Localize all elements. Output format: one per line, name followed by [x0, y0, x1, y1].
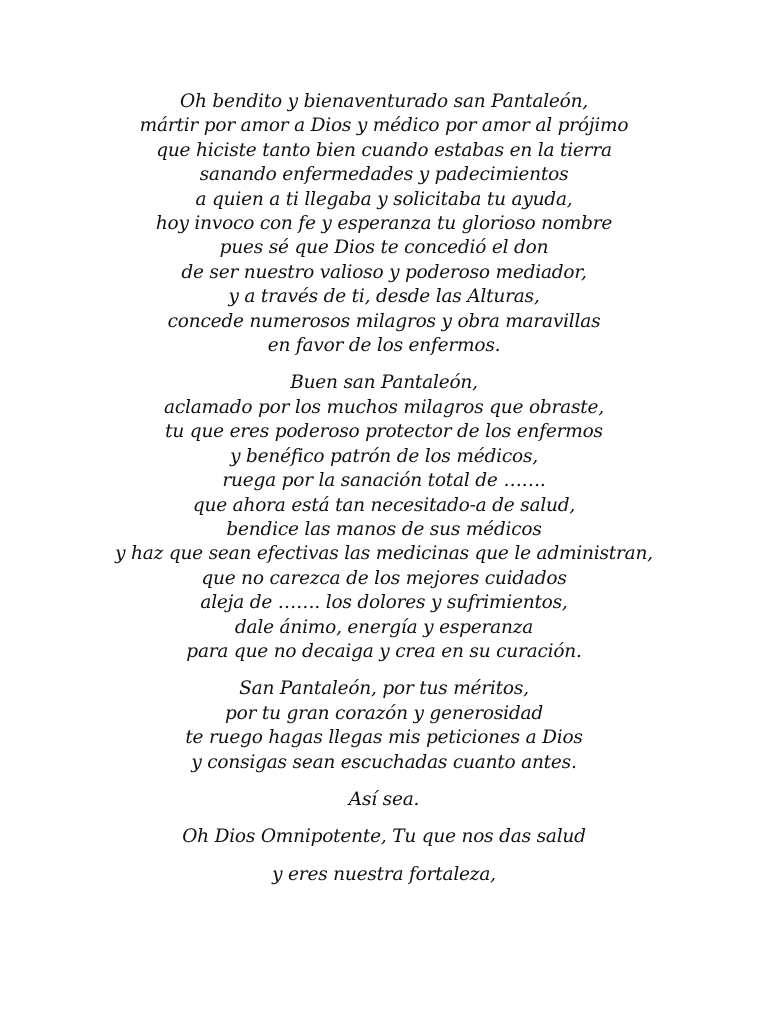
text-line: dale ánimo, energía y esperanza: [234, 616, 534, 638]
text-line: a quien a ti llegaba y solicitaba tu ayuda,: [195, 188, 573, 210]
stanza-1: [0, 90, 768, 358]
text-line: en favor de los enfermos.: [267, 335, 501, 357]
text-line: y consigas sean escuchadas cuanto antes.: [191, 751, 577, 773]
text-line: de ser nuestro valioso y poderoso mediador,: [181, 261, 587, 283]
text-line: por tu gran corazón y generosidad: [225, 702, 543, 724]
text-line: te ruego hagas llegas mis peticiones a Dios: [185, 727, 583, 749]
text-line: bendice las manos de sus médicos: [226, 518, 542, 540]
prayer-text: [0, 90, 768, 887]
stanza-6: [0, 863, 768, 887]
text-line: mártir por amor a Dios y médico por amor al prójimo: [139, 115, 629, 137]
text-line: para que no decaiga y crea en su curación.: [186, 640, 582, 662]
text-line: Así sea.: [348, 788, 420, 810]
text-line: sanando enfermedades y padecimientos: [199, 164, 569, 186]
text-line: y haz que sean efectivas las medicinas que le administran,: [115, 543, 653, 565]
text-line: que ahora está tan necesitado-a de salud,: [192, 494, 576, 516]
stanza-4: [0, 788, 768, 812]
stanza-2: [0, 371, 768, 664]
text-line: aclamado por los muchos milagros que obraste,: [164, 396, 604, 418]
text-line: que no carezca de los mejores cuidados: [201, 567, 567, 589]
text-line: tu que eres poderoso protector de los enfermos: [165, 421, 603, 443]
text-line: ruega por la sanación total de …….: [222, 470, 546, 492]
text-line: Buen san Pantaleón,: [290, 372, 478, 394]
stanza-5: [0, 825, 768, 849]
text-line: y a través de ti, desde las Alturas,: [228, 286, 540, 308]
text-line: y benéfico patrón de los médicos,: [230, 445, 538, 467]
text-line: San Pantaleón, por tus méritos,: [239, 678, 529, 700]
text-line: hoy invoco con fe y esperanza tu glorioso nombre: [155, 213, 613, 235]
text-line: pues sé que Dios te concedió el don: [219, 237, 549, 259]
text-line: Oh Dios Omnipotente, Tu que nos das salud: [182, 826, 586, 848]
text-line: concede numerosos milagros y obra maravillas: [167, 310, 601, 332]
text-line: que hiciste tanto bien cuando estabas en la tierra: [156, 139, 612, 161]
text-line: y eres nuestra fortaleza,: [272, 863, 496, 885]
text-line: aleja de ……. los dolores y sufrimientos,: [200, 592, 568, 614]
stanza-3: [0, 677, 768, 775]
text-line: Oh bendito y bienaventurado san Pantaleón,: [179, 91, 588, 112]
